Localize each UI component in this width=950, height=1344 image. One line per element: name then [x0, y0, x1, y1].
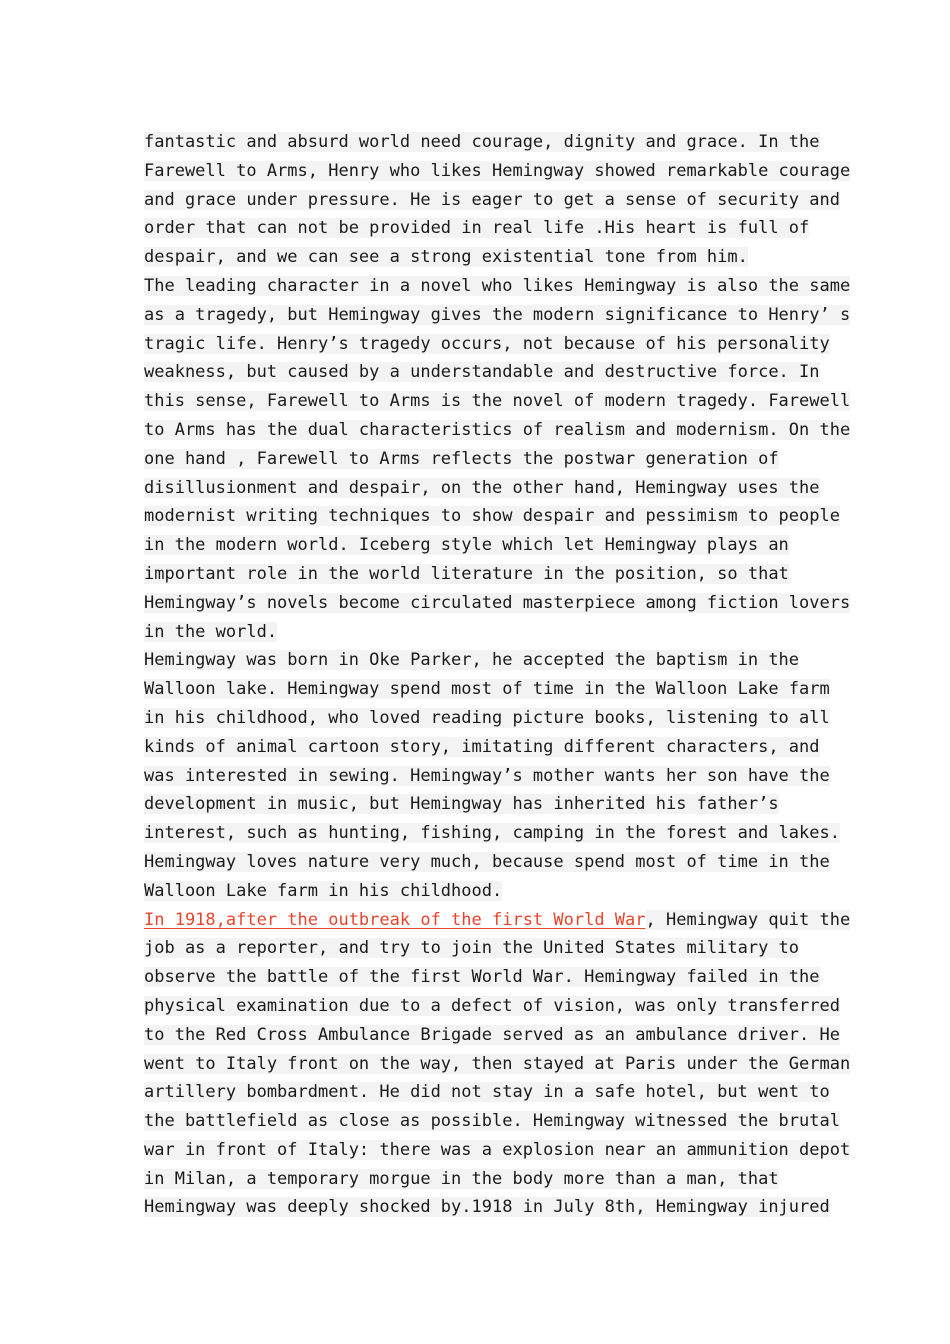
line-text: weakness, but caused by a understandable and destructive force. In [144, 362, 820, 383]
text-line [144, 934, 808, 963]
text-line [144, 1107, 840, 1136]
line-text: was interested in sewing. Hemingway’s mother wants her son have the [144, 765, 830, 786]
line-text: Hemingway loves nature very much, because spend most of time in the [144, 851, 830, 872]
text-line [144, 646, 808, 675]
text-line [144, 848, 830, 877]
text-line-with-link [144, 906, 851, 935]
line-text: Hemingway’s novels become circulated masterpiece among fiction lovers [144, 592, 851, 613]
text-line [144, 330, 830, 359]
text-line [144, 387, 851, 416]
text-line [144, 762, 830, 791]
text-line [144, 877, 808, 906]
text-line [144, 992, 840, 1021]
line-text: and grace under pressure. He is eager to get a sense of security and [144, 189, 840, 210]
line-text: one hand , Farewell to Arms reflects the postwar generation of [144, 448, 779, 469]
line-text: interest, such as hunting, fishing, camping in the forest and lakes. [144, 823, 840, 844]
document-body [144, 128, 851, 1222]
line-text: important role in the world literature in the position, so that [144, 563, 789, 584]
text-line [144, 531, 808, 560]
text-line [144, 1078, 830, 1107]
text-line [144, 186, 840, 215]
line-text: Walloon Lake farm in his childhood. [144, 880, 503, 901]
line-text: fantastic and absurd world need courage, dignity and grace. In the [144, 132, 820, 152]
line-text: Hemingway was born in Oke Parker, he accepted the baptism in the [144, 650, 800, 671]
line-text: in the world. [144, 621, 278, 642]
line-text: kinds of animal cartoon story, imitating different characters, and [144, 736, 820, 757]
line-text: to Arms has the dual characteristics of realism and modernism. On the [144, 419, 851, 440]
text-line [144, 474, 820, 503]
text-line [144, 272, 851, 301]
line-text: this sense, Farewell to Arms is the novel of modern tragedy. Farewell [144, 391, 851, 412]
text-line [144, 618, 808, 647]
line-text: The leading character in a novel who likes Hemingway is also the same [144, 275, 851, 296]
line-text: as a tragedy, but Hemingway gives the modern significance to Henry’ s [144, 304, 851, 325]
text-line [144, 704, 830, 733]
text-line [144, 128, 820, 157]
line-text: job as a reporter, and try to join the United States military to [144, 938, 800, 959]
line-text: physical examination due to a defect of vision, was only transferred [144, 995, 840, 1016]
text-line [144, 963, 820, 992]
line-text: Farewell to Arms, Henry who likes Hemingway showed remarkable courage [144, 160, 851, 181]
line-text: despair, and we can see a strong existential tone from him. [144, 247, 748, 268]
text-line [144, 790, 808, 819]
text-line [144, 445, 808, 474]
line-text: in Milan, a temporary morgue in the body more than a man, that [144, 1168, 779, 1189]
line-text: observe the battle of the first World War. Hemingway failed in the [144, 967, 820, 988]
text-line [144, 502, 840, 531]
text-line [144, 560, 808, 589]
line-text: to the Red Cross Ambulance Brigade served as an ambulance driver. He [144, 1024, 840, 1045]
text-line [144, 1050, 851, 1079]
text-line [144, 1136, 851, 1165]
line-text: tragic life. Henry’s tragedy occurs, not because of his personality [144, 333, 830, 354]
text-line [144, 1193, 830, 1222]
text-line [144, 416, 851, 445]
line-text: development in music, but Hemingway has inherited his father’s [144, 794, 779, 815]
text-line [144, 301, 851, 330]
line-text: in the modern world. Iceberg style which let Hemingway plays an [144, 535, 789, 556]
text-line [144, 358, 820, 387]
line-text: went to Italy front on the way, then stayed at Paris under the German [144, 1053, 851, 1074]
footnote-link[interactable]: In 1918,after the outbreak of the first World War [144, 909, 646, 930]
text-line [144, 1021, 840, 1050]
line-text: order that can not be provided in real life .His heart is full of [144, 218, 810, 239]
line-text: in his childhood, who loved reading picture books, listening to all [144, 707, 830, 728]
text-line [144, 589, 851, 618]
text-line [144, 1165, 808, 1194]
line-text: artillery bombardment. He did not stay in a safe hotel, but went to [144, 1082, 830, 1103]
line-text: modernist writing techniques to show despair and pessimism to people [144, 506, 840, 527]
line-text: Hemingway was deeply shocked by.1918 in July 8th, Hemingway injured [144, 1197, 830, 1218]
text-line [144, 733, 820, 762]
line-text: , Hemingway quit the [645, 909, 851, 930]
line-text: disillusionment and despair, on the other hand, Hemingway uses the [144, 477, 820, 498]
line-text: the battlefield as close as possible. Hemingway witnessed the brutal [144, 1111, 840, 1132]
text-line [144, 819, 840, 848]
text-line [144, 157, 851, 186]
text-line [144, 214, 808, 243]
text-line [144, 243, 808, 272]
line-text: war in front of Italy: there was a explosion near an ammunition depot [144, 1139, 851, 1160]
line-text: Walloon lake. Hemingway spend most of time in the Walloon Lake farm [144, 679, 830, 700]
text-line [144, 675, 830, 704]
